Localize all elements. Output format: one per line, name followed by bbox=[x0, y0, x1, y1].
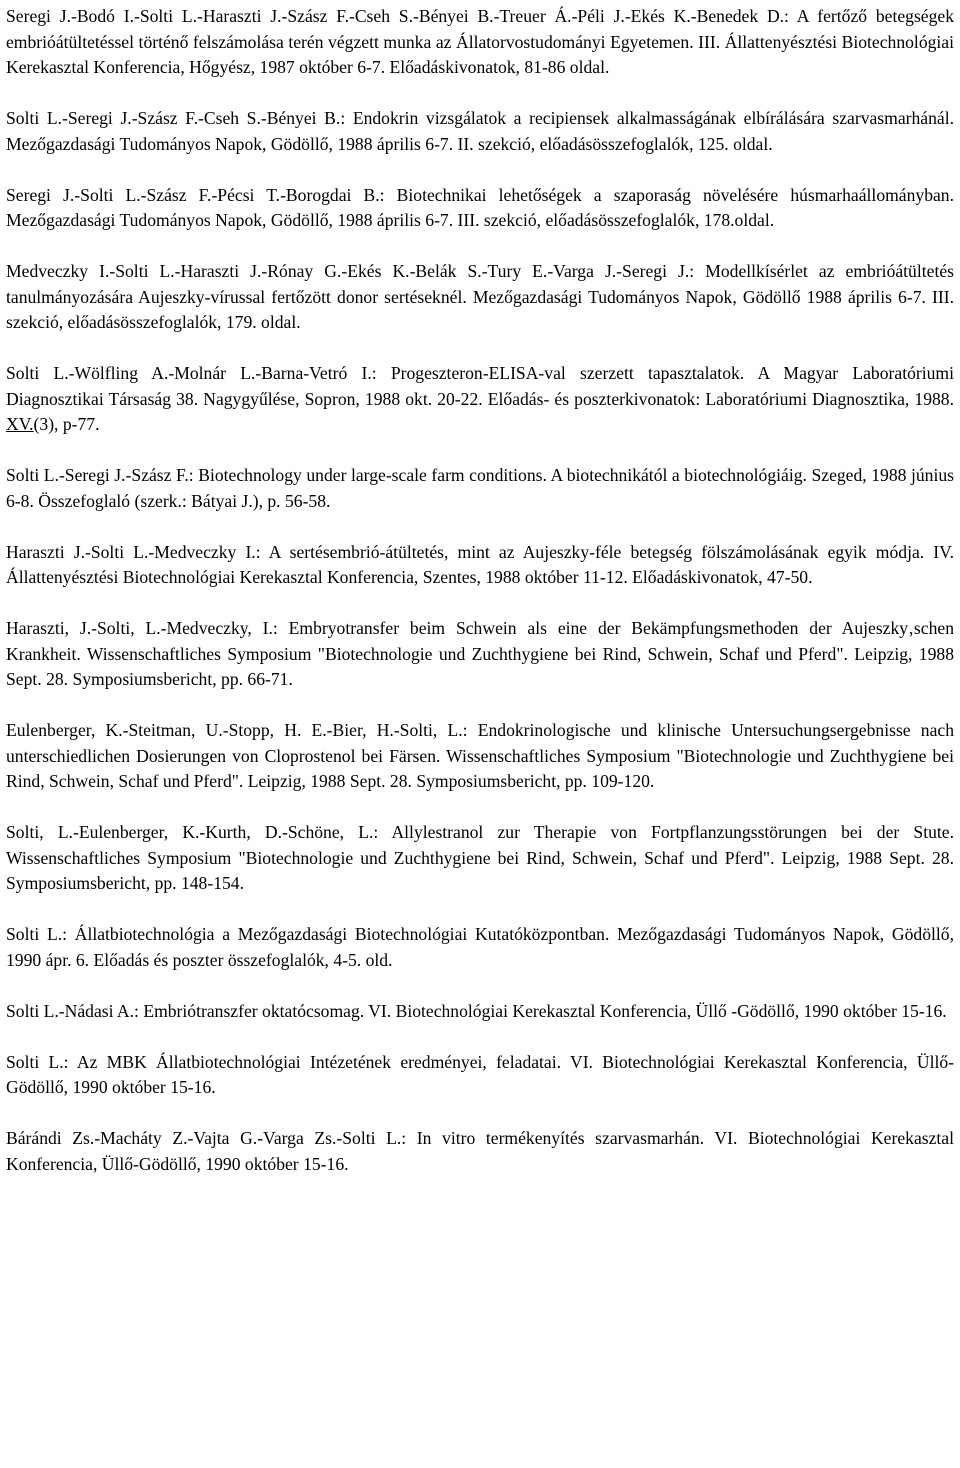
reference-entry: Solti L.-Seregi J.-Szász F.: Biotechnology under large-scale farm conditions. A biotechnikától a biotechnológiáig. Szeged, 1988 június 6-8. Összefoglaló (szerk.: Bátyai J.), p. 56-58. bbox=[6, 465, 954, 511]
reference-volume-underlined: XV. bbox=[6, 414, 34, 434]
reference-entry: Seregi J.-Solti L.-Szász F.-Pécsi T.-Borogdai B.: Biotechnikai lehetőségek a szaporaság növelésére húsmarhaállományban. Mezőgazdasági Tudományos Napok, Gödöllő, 1988 április 6-7. III. szekció, előadásösszefoglalók, 178.oldal. bbox=[6, 184, 954, 230]
reference-text-part: (3), p-77. bbox=[33, 414, 100, 434]
reference-entry: Solti L.-Seregi J.-Szász F.-Cseh S.-Bényei B.: Endokrin vizsgálatok a recipiensek alkalmasságának elbírálására szarvasmarhánál. Mezőgazdasági Tudományos Napok, Gödöllő, 1988 április 6-7. II. szekció, előadásösszefoglalók, 125. oldal. bbox=[6, 108, 954, 154]
reference-entry: Eulenberger, K.-Steitman, U.-Stopp, H. E.-Bier, H.-Solti, L.: Endokrinologische und klinische Untersuchungsergebnisse nach unterschiedlichen Dosierungen von Cloprostenol bei Färsen. Wissenschaftliches Symposium "Biotechnologie und Zuchthygiene bei Rind, Schwein, Schaf und Pferd". Leipzig, 1988 Sept. 28. Symposiumsbericht, pp. 109-120. bbox=[6, 720, 954, 791]
reference-entry: Medveczky I.-Solti L.-Haraszti J.-Rónay G.-Ekés K.-Belák S.-Tury E.-Varga J.-Seregi J.: Modellkísérlet az embrióátültetés tanulmányozására Aujeszky-vírussal fertőzött donor sertéseknél. Mezőgazdasági Tudományos Napok, Gödöllő 1988 április 6-7. III. szekció, előadásösszefoglalók, 179. oldal. bbox=[6, 261, 954, 332]
reference-entry: Solti, L.-Eulenberger, K.-Kurth, D.-Schöne, L.: Allylestranol zur Therapie von Fortpflanzungsstörungen bei der Stute. Wissenschaftliches Symposium "Biotechnologie und Zuchthygiene bei Rind, Schwein, Schaf und Pferd". Leipzig, 1988 Sept. 28. Symposiumsbericht, pp. 148-154. bbox=[6, 822, 954, 893]
reference-entry: Haraszti, J.-Solti, L.-Medveczky, I.: Embryotransfer beim Schwein als eine der Bekämpfungsmethoden der Aujeszky‚schen Krankheit. Wissenschaftliches Symposium "Biotechnologie und Zuchthygiene bei Rind, Schwein, Schaf und Pferd". Leipzig, 1988 Sept. 28. Symposiumsbericht, pp. 66-71. bbox=[6, 618, 954, 689]
reference-entry: Solti L.: Az MBK Állatbiotechnológiai Intézetének eredményei, feladatai. VI. Biotechnológiai Kerekasztal Konferencia, Üllő-Gödöllő, 1990 október 15-16. bbox=[6, 1051, 954, 1097]
reference-entry: Solti L.-Nádasi A.: Embriótranszfer oktatócsomag. VI. Biotechnológiai Kerekasztal Konferencia, Üllő -Gödöllő, 1990 október 15-16. bbox=[6, 1000, 947, 1021]
reference-entry: Seregi J.-Bodó I.-Solti L.-Haraszti J.-Szász F.-Cseh S.-Bényei B.-Treuer Á.-Péli J.-Ekés K.-Benedek D.: A fertőző betegségek embrióátültetéssel történő felszámolása terén végzett munka az Állatorvostudományi Egyetemen. III. Állattenyésztési Biotechnológiai Kerekasztal Konferencia, Hőgyész, 1987 október 6-7. Előadáskivonatok, 81-86 oldal. bbox=[6, 6, 954, 77]
reference-entry bbox=[6, 361, 954, 438]
reference-entry: Haraszti J.-Solti L.-Medveczky I.: A sertésembrió-átültetés, mint az Aujeszky-féle betegség fölszámolásának egyik módja. IV. Állattenyésztési Biotechnológiai Kerekasztal Konferencia, Szentes, 1988 október 11-12. Előadáskivonatok, 47-50. bbox=[6, 541, 954, 587]
reference-text-part: Solti L.-Wölfling A.-Molnár L.-Barna-Vetró I.: Progeszteron-ELISA-val szerzett tapasztalatok. A Magyar Laboratóriumi Diagnosztikai Társaság 38. Nagygyűlése, Sopron, 1988 okt. 20-22. Előadás- és poszterkivonatok: Laboratóriumi Diagnosztika, 1988. bbox=[6, 363, 954, 409]
reference-entry: Bárándi Zs.-Macháty Z.-Vajta G.-Varga Zs.-Solti L.: In vitro termékenyítés szarvasmarhán. VI. Biotechnológiai Kerekasztal Konferencia, Üllő-Gödöllő, 1990 október 15-16. bbox=[6, 1128, 954, 1174]
reference-entry: Solti L.: Állatbiotechnológia a Mezőgazdasági Biotechnológiai Kutatóközpontban. Mezőgazdasági Tudományos Napok, Gödöllő, 1990 ápr. 6. Előadás és poszter összefoglalók, 4-5. old. bbox=[6, 924, 954, 970]
